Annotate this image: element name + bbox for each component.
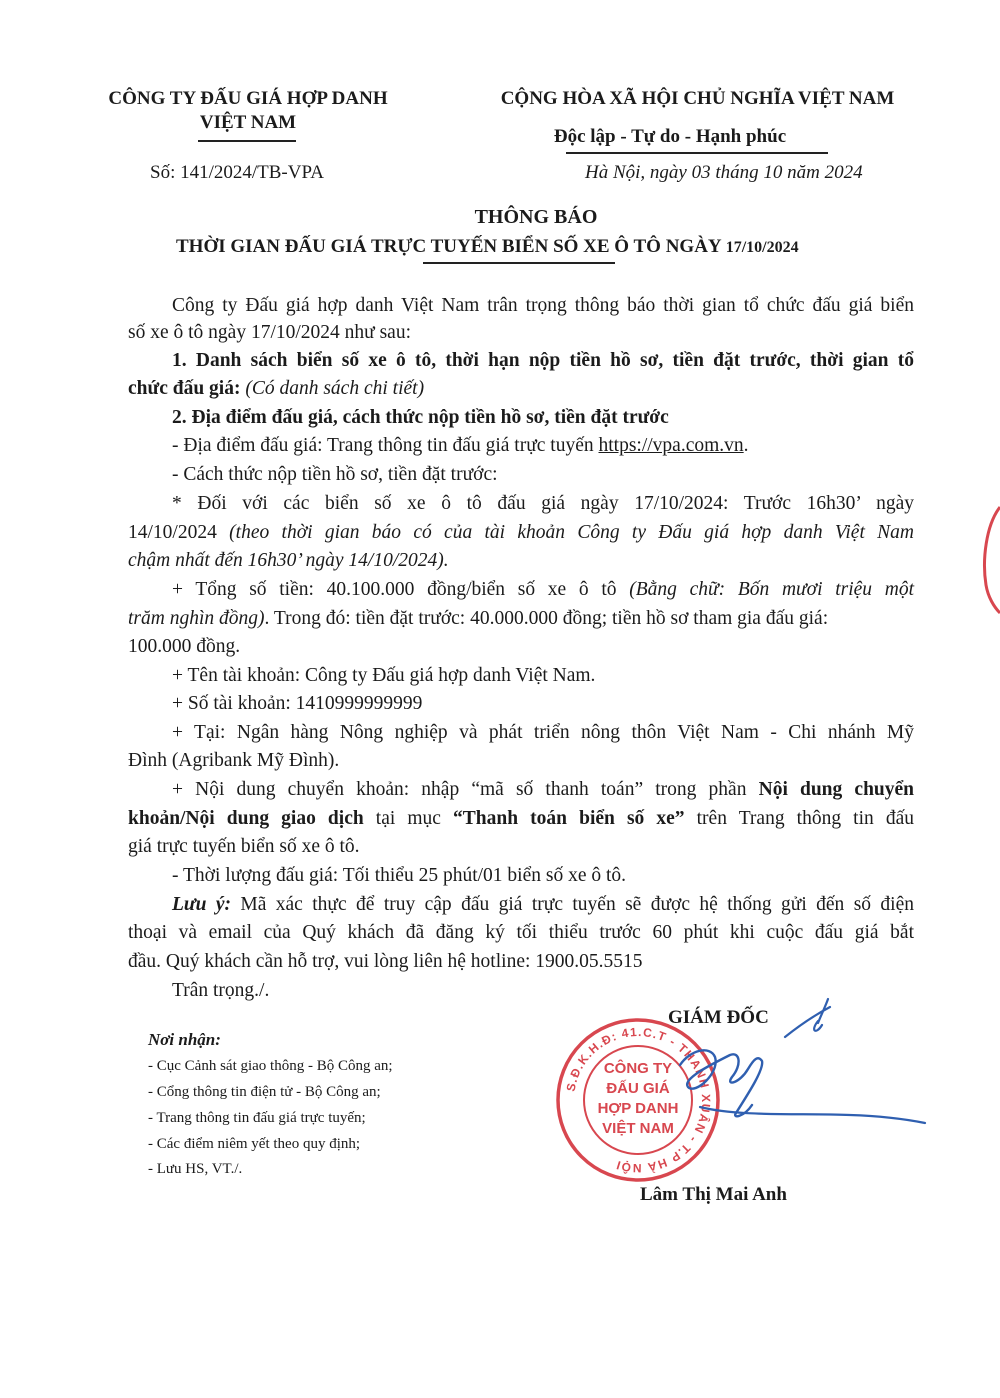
recipient-item: - Trang thông tin đấu giá trực tuyến; — [148, 1110, 366, 1126]
company-underline — [198, 140, 296, 142]
section-1-italic: (Có danh sách chi tiết) — [245, 378, 425, 399]
website-link[interactable]: https://vpa.com.vn — [598, 435, 744, 456]
stamp-line-1: CÔNG TY — [603, 1060, 673, 1077]
director-title: GIÁM ĐỐC — [668, 1007, 769, 1028]
note-line-1 — [172, 890, 914, 919]
nation-motto: Độc lập - Tự do - Hạnh phúc — [553, 126, 787, 147]
director-name: Lâm Thị Mai Anh — [640, 1184, 787, 1205]
deadline-line-2 — [128, 518, 914, 547]
stamp-line-4: VIỆT NAM — [602, 1120, 674, 1137]
intro-line-1: Công ty Đấu giá hợp danh Việt Nam trân trọng thông báo thời gian tổ chức đấu giá biển — [172, 295, 914, 316]
total-amount: + Tổng số tiền: 40.100.000 đồng/biển số xe ô tô — [172, 579, 617, 600]
transfer-instruction: + Nội dung chuyển khoản: nhập “mã số thanh toán” trong phần — [172, 779, 747, 800]
recipient-item: - Cổng thông tin điện tử - Bộ Công an; — [148, 1084, 381, 1100]
motto-underline — [566, 152, 828, 154]
title-underline — [423, 262, 615, 264]
notice-subtitle-date: 17/10/2024 — [725, 239, 799, 256]
document-number: Số: 141/2024/TB-VPA — [150, 162, 325, 183]
bank-line-1: + Tại: Ngân hàng Nông nghiệp và phát triển nông thôn Việt Nam - Chi nhánh Mỹ — [172, 722, 914, 743]
bank-line-2: Đình (Agribank Mỹ Đình). — [128, 750, 340, 771]
notice-subtitle-text: THỜI GIAN ĐẤU GIÁ TRỰC TUYẾN BIỂN SỐ XE Ô TÔ NGÀY — [176, 236, 721, 257]
total-breakdown: . Trong đó: tiền đặt trước: 40.000.000 đồng; tiền hồ sơ tham gia đấu giá: — [264, 608, 829, 629]
note-text-1: Mã xác thực để truy cập đấu giá trực tuyến sẽ được hệ thống gửi đến số điện — [240, 894, 914, 915]
section-2-title: 2. Địa điểm đấu giá, cách thức nộp tiền hồ sơ, tiền đặt trước — [172, 407, 669, 428]
company-name-line2: VIỆT NAM — [199, 112, 297, 133]
intro-line-2: số xe ô tô ngày 17/10/2024 như sau: — [128, 322, 412, 343]
auction-duration: - Thời lượng đấu giá: Tối thiểu 25 phút/01 biển số xe ô tô. — [172, 865, 627, 886]
location-period: . — [743, 435, 749, 456]
total-in-words-cont: trăm nghìn đồng) — [128, 608, 265, 629]
notice-subtitle — [176, 236, 799, 258]
note-line-2: thoại và email của Quý khách đã đăng ký tối thiểu trước 60 phút khi cuộc đấu giá bắt — [128, 922, 914, 943]
place-date: Hà Nội, ngày 03 tháng 10 năm 2024 — [585, 162, 863, 183]
location-label: - Địa điểm đấu giá: Trang thông tin đấu giá trực tuyến — [172, 435, 594, 456]
transfer-at: tại mục — [375, 808, 441, 829]
auction-location — [172, 431, 914, 460]
transfer-page: trên Trang thông tin đấu — [696, 808, 914, 829]
note-label: Lưu ý: — [172, 894, 231, 915]
account-name: + Tên tài khoản: Công ty Đấu giá hợp danh Việt Nam. — [172, 665, 596, 686]
stamp-ring-text: S.Đ.K.H.Đ: 41.C.T - THANH XUÂN - T.P HÀ NỘI — [563, 1024, 714, 1176]
nation-title: CỘNG HÒA XÃ HỘI CHỦ NGHĨA VIỆT NAM — [500, 88, 895, 109]
section-1-bold: chức đấu giá: — [128, 378, 241, 399]
section-1-title: 1. Danh sách biển số xe ô tô, thời hạn nộp tiền hồ sơ, tiền đặt trước, thời gian tổ — [172, 350, 914, 371]
deadline-note: (theo thời gian báo có của tài khoản Công ty Đấu giá hợp danh Việt Nam — [229, 522, 915, 543]
notice-title: THÔNG BÁO — [474, 206, 598, 228]
company-name-line1: CÔNG TY ĐẤU GIÁ HỢP DANH — [108, 88, 388, 109]
section-1-line-2 — [128, 374, 914, 403]
recipient-item: - Cục Cảnh sát giao thông - Bộ Công an; — [148, 1058, 393, 1074]
stamp-line-2: ĐẤU GIÁ — [606, 1080, 670, 1097]
closing: Trân trọng./. — [172, 980, 270, 1001]
recipient-item: - Các điểm niêm yết theo quy định; — [148, 1136, 361, 1152]
note-line-3: đầu. Quý khách cần hỗ trợ, vui lòng liên hệ hotline: 1900.05.5515 — [128, 951, 643, 972]
payment-method: - Cách thức nộp tiền hồ sơ, tiền đặt trước: — [172, 464, 498, 485]
handwritten-signature — [640, 995, 940, 1165]
deadline-line-1: * Đối với các biển số xe ô tô đấu giá ngày 17/10/2024: Trước 16h30’ ngày — [172, 493, 914, 514]
total-line-3: 100.000 đồng. — [128, 636, 241, 657]
transfer-line-3: giá trực tuyến biển số xe ô tô. — [128, 836, 360, 857]
transfer-field-bold-2: khoản/Nội dung giao dịch — [128, 808, 364, 829]
recipient-item: - Lưu HS, VT./. — [148, 1161, 243, 1177]
company-name — [88, 88, 408, 134]
transfer-section-name: “Thanh toán biển số xe” — [453, 808, 685, 829]
recipients-label: Nơi nhận: — [148, 1030, 221, 1049]
deadline-line-3: chậm nhất đến 16h30’ ngày 14/10/2024). — [128, 550, 449, 571]
total-line-1 — [172, 575, 914, 604]
account-number: + Số tài khoản: 1410999999999 — [172, 693, 423, 714]
transfer-field-bold: Nội dung chuyển — [758, 779, 915, 800]
total-line-2 — [128, 604, 914, 633]
stamp-line-3: HỢP DANH — [597, 1100, 679, 1117]
transfer-line-1 — [172, 775, 914, 804]
transfer-line-2 — [128, 804, 914, 833]
total-in-words: (Bằng chữ: Bốn mươi triệu một — [629, 579, 914, 600]
deadline-date: 14/10/2024 — [128, 522, 217, 543]
stamp-edge-mark — [978, 505, 1000, 615]
